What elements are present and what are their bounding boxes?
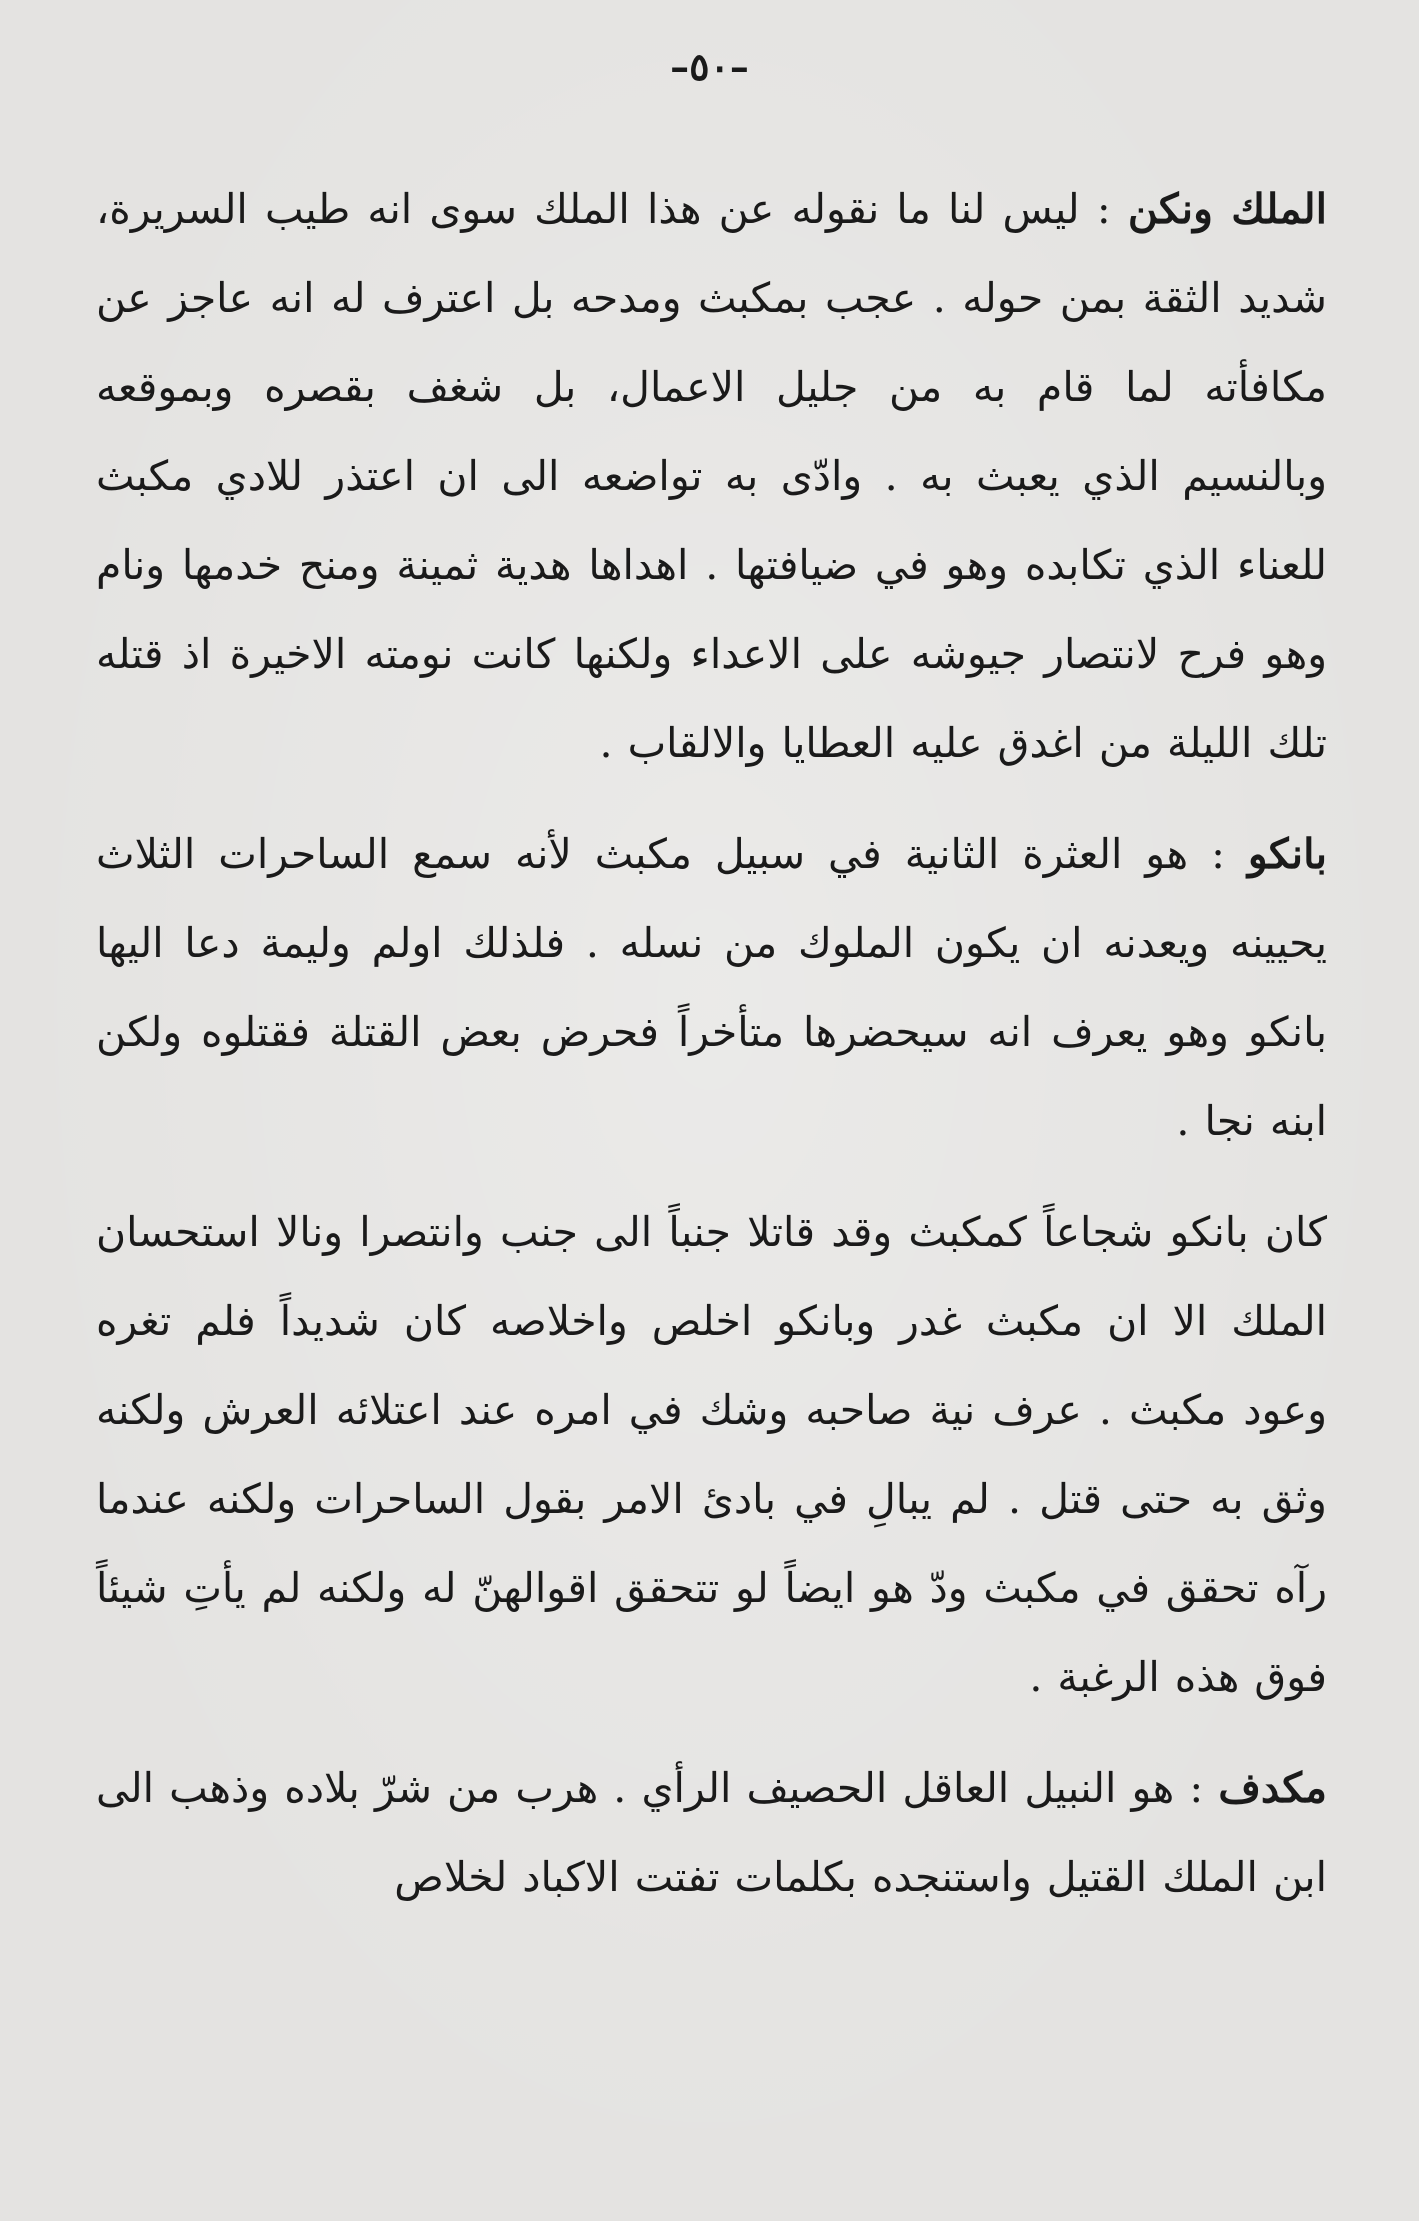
- paragraph-text: كان بانكو شجاعاً كمكبث وقد قاتلا جنباً الى جنب وانتصرا ونالا استحسان الملك الا ان مكبث غدر وبانكو اخلص واخلاصه كان شديداً فلم تغره وعود مكبث . عرف نية صاحبه وشك في امره عند اعتلائه العرش ولكنه وثق به حتى قتل . لم يبالِ في بادئ الامر بقول الساحرات ولكنه عندما رآه تحقق في مكبث ودّ هو ايضاً لو تتحقق اقوالهنّ له ولكنه لم يأتِ شيئاً فوق هذه الرغبة .: [96, 1208, 1327, 1701]
- paragraph-text: : هو النبيل العاقل الحصيف الرأي . هرب من شرّ بلاده وذهب الى ابن الملك القتيل واستنجده بكلمات تفتت الاكباد لخلاص: [96, 1764, 1327, 1901]
- paragraph-king-duncan: [96, 165, 1327, 788]
- paragraph-macduff: [96, 1744, 1327, 1922]
- character-name: الملك ونكن: [1127, 185, 1327, 233]
- paragraph-banquo: [96, 810, 1327, 1166]
- character-name: بانكو: [1247, 830, 1327, 878]
- page-body: [96, 165, 1327, 1944]
- character-name: مكدف: [1218, 1764, 1327, 1812]
- paragraph-text: : هو العثرة الثانية في سبيل مكبث لأنه سمع الساحرات الثلاث يحيينه ويعدنه ان يكون الملوك من نسله . فلذلك اولم وليمة دعا اليها بانكو وهو يعرف انه سيحضرها متأخراً فحرض بعض القتلة فقتلوه ولكن ابنه نجا .: [96, 830, 1327, 1145]
- paragraph-text: : ليس لنا ما نقوله عن هذا الملك سوى انه طيب السريرة، شديد الثقة بمن حوله . عجب بمكبث ومدحه بل اعترف له انه عاجز عن مكافأته لما قام به من جليل الاعمال، بل شغف بقصره وبموقعه وبالنسيم الذي يعبث به . وادّى به تواضعه الى ان اعتذر للادي مكبث للعناء الذي تكابده وهو في ضيافتها . اهداها هدية ثمينة ومنح خدمها ونام وهو فرح لانتصار جيوشه على الاعداء ولكنها كانت نومته الاخيرة اذ قتله تلك الليلة من اغدق عليه العطايا والالقاب .: [96, 185, 1327, 767]
- paragraph-banquo-continued: [96, 1188, 1327, 1722]
- page-number: –٥٠–: [670, 44, 749, 89]
